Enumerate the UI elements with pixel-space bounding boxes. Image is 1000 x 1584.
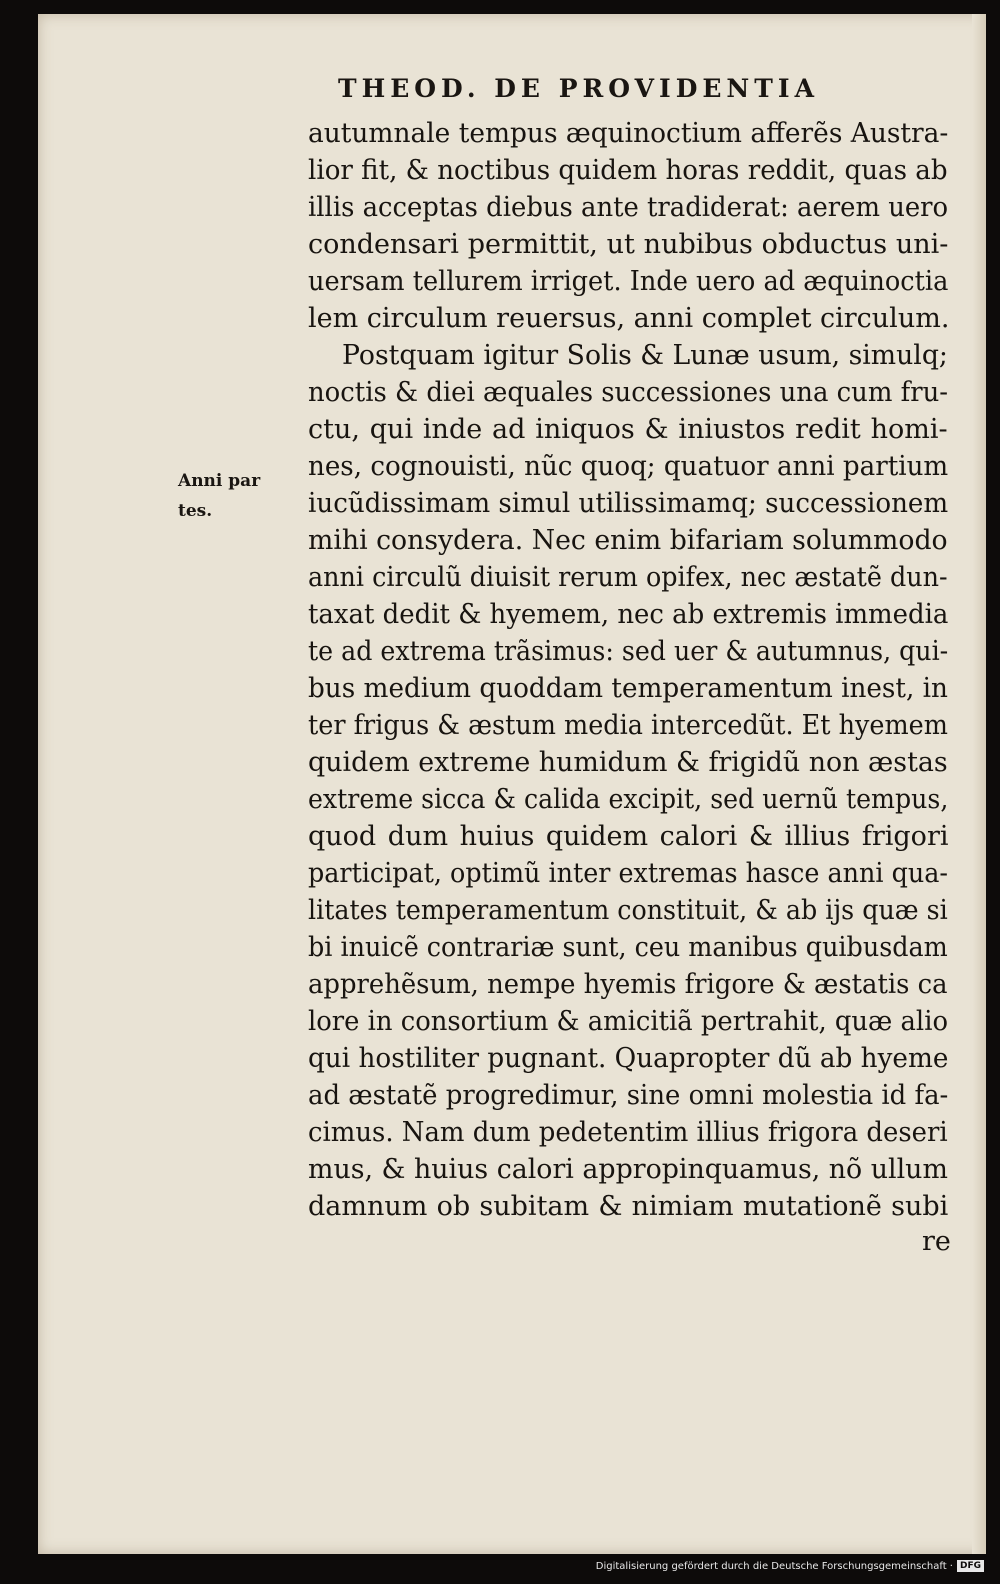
text-line: quidem extreme humidum & frigidũ non æstas [308,747,948,778]
margin-note-line: Anni par [178,471,261,491]
text-line: lore in consortium & amicitiã pertrahit, quæ alio [308,1006,949,1037]
text-line: quod dum huius quidem calori & illius frigori [308,821,949,852]
text-line: autumnale tempus æquinoctium afferẽs Austra- [308,118,949,149]
text-line: lem circulum reuersus, anni complet circulum. [308,303,950,334]
text-line: litates temperamentum constituit, & ab ijs quæ si [308,895,948,926]
text-line: bi inuicẽ contrariæ sunt, ceu manibus quibusdam [308,932,948,963]
text-line: cimus. Nam dum pedetentim illius frigora deseri [308,1117,948,1148]
text-line: damnum ob subitam & nimiam mutationẽ subi [308,1191,949,1222]
text-line: mus, & huius calori appropinquamus, nõ ullum [308,1154,948,1185]
text-line: ctu, qui inde ad iniquos & iniustos redit homi- [308,414,948,445]
text-line: noctis & diei æquales successiones una cum fru- [308,377,949,408]
text-line: bus medium quoddam temperamentum inest, in [308,673,948,704]
text-line: mihi consydera. Nec enim bifariam solummodo [308,525,948,556]
text-line: extreme sicca & calida excipit, sed uernũ tempus, [308,784,949,815]
digitization-credit [596,1560,984,1572]
text-line: Postquam igitur Solis & Lunæ usum, simulq; [342,340,948,371]
margin-note [178,466,260,526]
running-header: THEOD. DE PROVIDENTIA [338,74,819,103]
text-line: nes, cognouisti, nũc quoq; quatuor anni partium [308,451,949,482]
text-line: uersam tellurem irriget. Inde uero ad æquinoctia [308,266,949,297]
credit-text: Digitalisierung gefördert durch die Deutsche Forschungsgemeinschaft · [595,1560,953,1572]
dfg-logo: DFG [957,1560,984,1572]
text-line: te ad extrema trãsimus: sed uer & autumnus, qui- [308,636,949,667]
text-line: ad æstatẽ progredimur, sine omni molestia id fa- [308,1080,949,1111]
text-line: illis acceptas diebus ante tradiderat: aerem uero [308,192,949,223]
text-line: participat, optimũ inter extremas hasce anni qua- [308,858,948,889]
text-line: apprehẽsum, nempe hyemis frigore & æstatis ca [308,969,948,1000]
text-line: condensari permittit, ut nubibus obductus uni- [308,229,949,260]
book-page [38,14,986,1554]
text-line: taxat dedit & hyemem, nec ab extremis immedia [308,599,949,630]
text-line: anni circulũ diuisit rerum opifex, nec æstatẽ dun- [308,562,948,593]
text-line: ter frigus & æstum media intercedũt. Et hyemem [308,710,948,741]
text-line: iucũdissimam simul utilissimamq; successionem [308,488,949,519]
margin-note-line: tes. [178,501,213,521]
text-line: lior fit, & noctibus quidem horas reddit, quas ab [308,155,948,186]
catchword: re [922,1226,951,1257]
text-line: qui hostiliter pugnant. Quapropter dũ ab hyeme [308,1043,949,1074]
